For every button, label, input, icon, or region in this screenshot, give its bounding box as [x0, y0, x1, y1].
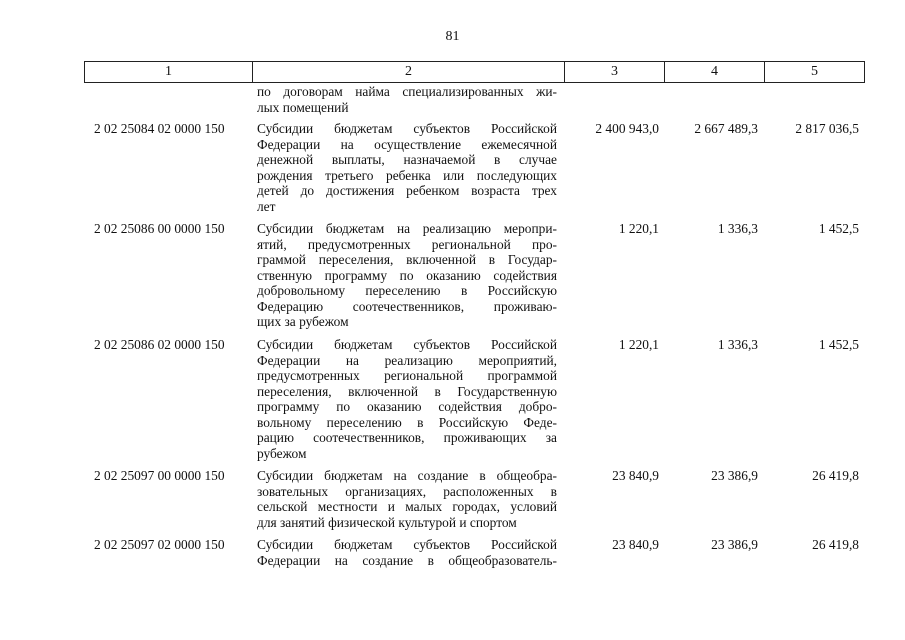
row-description — [257, 221, 557, 330]
header-cell-4: 4 — [665, 62, 765, 82]
value-col5: 26 419,8 — [812, 468, 859, 483]
value-col3: 1 220,1 — [618, 337, 659, 352]
header-cell-5: 5 — [811, 64, 818, 79]
description-line: щих за рубежом — [257, 314, 349, 329]
description-line: ятий, предусмотренных региональной про- — [257, 236, 557, 252]
description-line: лет — [257, 198, 276, 214]
description-line: программу по оказанию содействия добро- — [257, 399, 557, 414]
value-col4: 23 386,9 — [711, 468, 758, 483]
header-cell-1: 1 — [85, 62, 253, 82]
value-col3: 2 400 943,0 — [595, 121, 659, 136]
header-cell-2: 2 — [253, 62, 565, 82]
value-col5: 1 452,5 — [818, 221, 859, 236]
description-line: рубежом — [257, 445, 307, 461]
row-code: 2 02 25084 02 0000 150 — [94, 121, 225, 136]
description-line: Федерацию соотечественников, проживаю- — [257, 298, 557, 314]
row-description — [257, 537, 557, 568]
value-col5: 1 452,5 — [818, 337, 859, 352]
description-line: Субсидии бюджетам на создание в общеобра- — [257, 468, 557, 483]
description-line: денежной выплаты, назначаемой в случае — [257, 152, 557, 167]
page-number: 81 — [445, 29, 460, 44]
description-line: детей до достижения ребенком возраста трех — [257, 183, 557, 198]
description-line: предусмотренных региональной программой — [257, 368, 557, 383]
description-line: Субсидии бюджетам субъектов Российской — [257, 537, 557, 552]
description-line: по договорам найма специализированных жи- — [257, 84, 557, 99]
description-line: лых помещений — [257, 99, 349, 115]
description-line: сельской местности и малых городах, условий — [257, 499, 557, 514]
description-line: ственную программу по оказанию содействия — [257, 267, 557, 283]
value-col5: 2 817 036,5 — [795, 121, 859, 136]
value-col3: 23 840,9 — [612, 468, 659, 483]
description-line: Федерации на реализацию мероприятий, — [257, 352, 557, 368]
description-line: рацию соотечественников, проживающих за — [257, 430, 557, 445]
description-line: для занятий физической культурой и спортом — [257, 514, 517, 530]
table-header — [84, 61, 865, 83]
description-line: Субсидии бюджетам на реализацию меропри- — [257, 221, 557, 236]
value-col4: 1 336,3 — [717, 221, 758, 236]
row-description — [257, 84, 557, 115]
description-line: переселения, включенной в Государственную — [257, 383, 557, 399]
value-col4: 2 667 489,3 — [694, 121, 758, 136]
value-col3: 1 220,1 — [618, 221, 659, 236]
row-code: 2 02 25086 00 0000 150 — [94, 221, 225, 236]
description-line: Федерации на создание в общеобразователь- — [257, 552, 557, 568]
row-code: 2 02 25097 02 0000 150 — [94, 537, 225, 552]
row-description — [257, 468, 557, 530]
row-description — [257, 121, 557, 214]
row-description — [257, 337, 557, 461]
header-cell-3: 3 — [565, 62, 665, 82]
value-col4: 1 336,3 — [717, 337, 758, 352]
row-code: 2 02 25086 02 0000 150 — [94, 337, 225, 352]
description-line: Субсидии бюджетам субъектов Российской — [257, 337, 557, 352]
description-line: Субсидии бюджетам субъектов Российской — [257, 121, 557, 136]
description-line: граммой переселения, включенной в Государ- — [257, 252, 557, 267]
description-line: добровольному переселению в Российскую — [257, 283, 557, 298]
value-col4: 23 386,9 — [711, 537, 758, 552]
description-line: вольному переселению в Российскую Феде- — [257, 414, 557, 430]
description-line: Федерации на осуществление ежемесячной — [257, 136, 557, 152]
value-col3: 23 840,9 — [612, 537, 659, 552]
value-col5: 26 419,8 — [812, 537, 859, 552]
row-code: 2 02 25097 00 0000 150 — [94, 468, 225, 483]
description-line: рождения третьего ребенка или последующих — [257, 167, 557, 183]
description-line: зовательных организациях, расположенных в — [257, 483, 557, 499]
